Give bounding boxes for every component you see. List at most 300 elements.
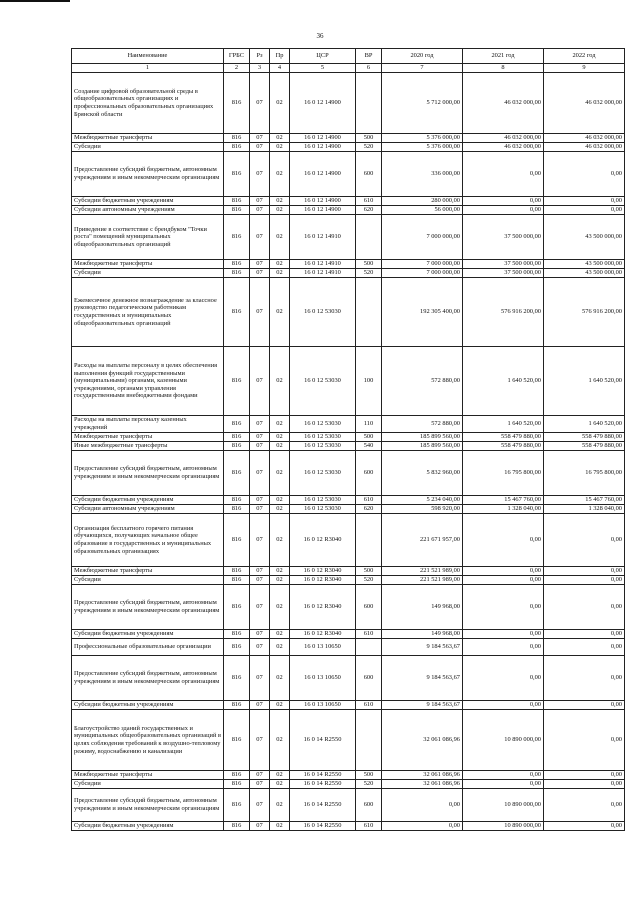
row-csr-cell: 16 0 14 R2550: [290, 710, 356, 771]
row-grbs-cell: 816: [224, 442, 250, 451]
row-grbs-cell: 816: [224, 143, 250, 152]
row-grbs-cell: 816: [224, 347, 250, 416]
table-row: [72, 416, 625, 433]
row-2022-cell: 576 916 200,00: [544, 278, 625, 347]
row-pr-cell: 02: [270, 433, 290, 442]
row-2020-cell: 7 000 000,00: [382, 260, 463, 269]
row-csr-cell: 16 0 12 53030: [290, 433, 356, 442]
row-csr-cell: 16 0 12 53030: [290, 347, 356, 416]
row-2021-cell: 37 500 000,00: [463, 260, 544, 269]
row-csr-cell: 16 0 12 R3040: [290, 567, 356, 576]
row-name-cell: Предоставление субсидий бюджетным, автономным учреждениям и иным некоммерческим организациям: [72, 656, 224, 701]
row-csr-cell: 16 0 13 10650: [290, 656, 356, 701]
row-pr-cell: 02: [270, 710, 290, 771]
row-rz-cell: 07: [250, 710, 270, 771]
row-vr-cell: [356, 514, 382, 567]
row-grbs-cell: 816: [224, 215, 250, 260]
row-vr-cell: 500: [356, 433, 382, 442]
row-rz-cell: 07: [250, 496, 270, 505]
row-2021-cell: 46 032 000,00: [463, 73, 544, 134]
table-row: [72, 442, 625, 451]
row-vr-cell: 500: [356, 771, 382, 780]
row-2022-cell: 0,00: [544, 585, 625, 630]
row-name-cell: Субсидии: [72, 576, 224, 585]
row-rz-cell: 07: [250, 347, 270, 416]
row-pr-cell: 02: [270, 134, 290, 143]
row-vr-cell: 520: [356, 143, 382, 152]
row-2020-cell: 32 061 086,96: [382, 780, 463, 789]
row-rz-cell: 07: [250, 630, 270, 639]
index-cell: 3: [250, 64, 270, 73]
row-vr-cell: 100: [356, 347, 382, 416]
row-2022-cell: 1 328 040,00: [544, 505, 625, 514]
row-pr-cell: 02: [270, 206, 290, 215]
row-csr-cell: 16 0 14 R2550: [290, 780, 356, 789]
table-row: [72, 639, 625, 656]
row-2021-cell: 558 479 880,00: [463, 433, 544, 442]
row-pr-cell: 02: [270, 260, 290, 269]
row-2020-cell: 185 899 560,00: [382, 433, 463, 442]
row-vr-cell: 520: [356, 576, 382, 585]
row-rz-cell: 07: [250, 789, 270, 822]
row-name-cell: Предоставление субсидий бюджетным, автономным учреждениям и иным некоммерческим организациям: [72, 585, 224, 630]
index-cell: 5: [290, 64, 356, 73]
row-name-cell: Межбюджетные трансферты: [72, 433, 224, 442]
row-name-cell: Предоставление субсидий бюджетным, автономным учреждениям и иным некоммерческим организациям: [72, 152, 224, 197]
row-name-cell: Субсидии автономным учреждениям: [72, 505, 224, 514]
row-2021-cell: 0,00: [463, 567, 544, 576]
row-2020-cell: 0,00: [382, 822, 463, 831]
table-header-row: [72, 49, 625, 64]
row-name-cell: Профессиональные образовательные организации: [72, 639, 224, 656]
table-row: [72, 780, 625, 789]
row-vr-cell: 600: [356, 789, 382, 822]
row-2022-cell: 0,00: [544, 630, 625, 639]
index-cell: 7: [382, 64, 463, 73]
row-2021-cell: 1 640 520,00: [463, 416, 544, 433]
row-2021-cell: 37 500 000,00: [463, 215, 544, 260]
row-grbs-cell: 816: [224, 656, 250, 701]
table-row: [72, 197, 625, 206]
row-pr-cell: 02: [270, 771, 290, 780]
row-csr-cell: 16 0 12 14900: [290, 206, 356, 215]
row-rz-cell: 07: [250, 822, 270, 831]
row-rz-cell: 07: [250, 576, 270, 585]
row-vr-cell: [356, 73, 382, 134]
row-csr-cell: 16 0 14 R2550: [290, 789, 356, 822]
row-csr-cell: 16 0 12 53030: [290, 416, 356, 433]
row-pr-cell: 02: [270, 143, 290, 152]
row-rz-cell: 07: [250, 416, 270, 433]
row-rz-cell: 07: [250, 152, 270, 197]
row-vr-cell: 500: [356, 260, 382, 269]
table-row: [72, 496, 625, 505]
row-grbs-cell: 816: [224, 701, 250, 710]
row-grbs-cell: 816: [224, 710, 250, 771]
row-rz-cell: 07: [250, 585, 270, 630]
row-grbs-cell: 816: [224, 630, 250, 639]
row-2021-cell: 0,00: [463, 656, 544, 701]
table-row: [72, 134, 625, 143]
row-name-cell: Субсидии: [72, 269, 224, 278]
row-rz-cell: 07: [250, 143, 270, 152]
row-vr-cell: 600: [356, 585, 382, 630]
row-rz-cell: 07: [250, 433, 270, 442]
row-2022-cell: 558 479 880,00: [544, 433, 625, 442]
index-cell: 6: [356, 64, 382, 73]
row-csr-cell: 16 0 12 R3040: [290, 576, 356, 585]
row-csr-cell: 16 0 12 14900: [290, 197, 356, 206]
row-grbs-cell: 816: [224, 505, 250, 514]
row-name-cell: Расходы на выплаты персоналу в целях обеспечения выполнения функций государственными (муниципальными) органами, казенными учреждениями, органами управления государственными внебюджетными фондами: [72, 347, 224, 416]
row-grbs-cell: 816: [224, 206, 250, 215]
row-vr-cell: 520: [356, 269, 382, 278]
header-rz: Рз: [250, 49, 270, 64]
row-csr-cell: 16 0 12 14910: [290, 269, 356, 278]
row-vr-cell: 540: [356, 442, 382, 451]
row-2022-cell: 0,00: [544, 206, 625, 215]
row-2020-cell: 185 899 560,00: [382, 442, 463, 451]
row-2021-cell: 46 032 000,00: [463, 143, 544, 152]
row-2020-cell: 9 184 563,67: [382, 656, 463, 701]
row-2020-cell: 572 880,00: [382, 347, 463, 416]
row-2020-cell: 56 000,00: [382, 206, 463, 215]
row-grbs-cell: 816: [224, 639, 250, 656]
row-grbs-cell: 816: [224, 585, 250, 630]
row-csr-cell: 16 0 12 53030: [290, 278, 356, 347]
row-pr-cell: 02: [270, 576, 290, 585]
row-csr-cell: 16 0 12 53030: [290, 442, 356, 451]
row-2022-cell: 46 032 000,00: [544, 134, 625, 143]
row-pr-cell: 02: [270, 347, 290, 416]
row-name-cell: Благоустройство зданий государственных и муниципальных общеобразовательных организаций в целях соблюдения требований к воздушно-тепловому режиму, водоснабжению и канализации: [72, 710, 224, 771]
header-2022: 2022 год: [544, 49, 625, 64]
row-2022-cell: 0,00: [544, 152, 625, 197]
row-2022-cell: 0,00: [544, 514, 625, 567]
row-2022-cell: 43 500 000,00: [544, 269, 625, 278]
row-vr-cell: 110: [356, 416, 382, 433]
row-vr-cell: [356, 215, 382, 260]
row-2020-cell: 7 000 000,00: [382, 215, 463, 260]
row-vr-cell: 500: [356, 567, 382, 576]
table-row: [72, 710, 625, 771]
row-2021-cell: 1 640 520,00: [463, 347, 544, 416]
table-row: [72, 143, 625, 152]
row-pr-cell: 02: [270, 656, 290, 701]
row-rz-cell: 07: [250, 269, 270, 278]
row-name-cell: Ежемесячное денежное вознаграждение за классное руководство педагогическим работникам государственных и муниципальных общеобразовательных организаций: [72, 278, 224, 347]
row-2020-cell: 280 000,00: [382, 197, 463, 206]
index-cell: 8: [463, 64, 544, 73]
row-csr-cell: 16 0 12 14910: [290, 215, 356, 260]
row-grbs-cell: 816: [224, 514, 250, 567]
table-row: [72, 701, 625, 710]
row-csr-cell: 16 0 14 R2550: [290, 771, 356, 780]
row-grbs-cell: 816: [224, 567, 250, 576]
row-2020-cell: 192 305 400,00: [382, 278, 463, 347]
row-vr-cell: [356, 639, 382, 656]
row-name-cell: Субсидии бюджетным учреждениям: [72, 496, 224, 505]
row-name-cell: Межбюджетные трансферты: [72, 771, 224, 780]
table-row: [72, 576, 625, 585]
header-2021: 2021 год: [463, 49, 544, 64]
table-row: [72, 73, 625, 134]
row-grbs-cell: 816: [224, 771, 250, 780]
row-vr-cell: [356, 710, 382, 771]
row-2020-cell: 149 968,00: [382, 585, 463, 630]
row-pr-cell: 02: [270, 585, 290, 630]
row-2021-cell: 0,00: [463, 585, 544, 630]
row-2022-cell: 0,00: [544, 771, 625, 780]
row-2022-cell: 558 479 880,00: [544, 442, 625, 451]
row-rz-cell: 07: [250, 780, 270, 789]
row-2021-cell: 10 890 000,00: [463, 822, 544, 831]
row-2020-cell: 149 968,00: [382, 630, 463, 639]
row-grbs-cell: 816: [224, 433, 250, 442]
row-grbs-cell: 816: [224, 496, 250, 505]
row-pr-cell: 02: [270, 416, 290, 433]
table-row: [72, 260, 625, 269]
row-grbs-cell: 816: [224, 822, 250, 831]
row-vr-cell: 600: [356, 152, 382, 197]
row-rz-cell: 07: [250, 505, 270, 514]
row-rz-cell: 07: [250, 197, 270, 206]
row-2020-cell: 221 521 989,00: [382, 567, 463, 576]
row-rz-cell: 07: [250, 656, 270, 701]
row-vr-cell: 610: [356, 822, 382, 831]
row-vr-cell: 500: [356, 134, 382, 143]
row-grbs-cell: 816: [224, 152, 250, 197]
row-rz-cell: 07: [250, 567, 270, 576]
row-grbs-cell: 816: [224, 789, 250, 822]
row-pr-cell: 02: [270, 789, 290, 822]
row-name-cell: Субсидии бюджетным учреждениям: [72, 701, 224, 710]
row-2021-cell: 37 500 000,00: [463, 269, 544, 278]
row-2020-cell: 32 061 086,96: [382, 710, 463, 771]
table-row: [72, 215, 625, 260]
row-pr-cell: 02: [270, 780, 290, 789]
row-pr-cell: 02: [270, 701, 290, 710]
row-2020-cell: 336 000,00: [382, 152, 463, 197]
table-row: [72, 278, 625, 347]
row-rz-cell: 07: [250, 701, 270, 710]
row-2022-cell: 0,00: [544, 639, 625, 656]
row-2021-cell: 0,00: [463, 576, 544, 585]
row-2022-cell: 0,00: [544, 197, 625, 206]
row-2020-cell: 5 832 960,00: [382, 451, 463, 496]
row-name-cell: Субсидии автономным учреждениям: [72, 206, 224, 215]
table-row: [72, 630, 625, 639]
row-pr-cell: 02: [270, 514, 290, 567]
row-pr-cell: 02: [270, 639, 290, 656]
row-grbs-cell: 816: [224, 260, 250, 269]
row-2021-cell: 10 890 000,00: [463, 710, 544, 771]
top-rule: [0, 0, 70, 2]
row-2021-cell: 0,00: [463, 639, 544, 656]
row-rz-cell: 07: [250, 514, 270, 567]
row-2021-cell: 10 890 000,00: [463, 789, 544, 822]
row-vr-cell: 520: [356, 780, 382, 789]
row-2022-cell: 0,00: [544, 576, 625, 585]
row-pr-cell: 02: [270, 73, 290, 134]
row-name-cell: Организация бесплатного горячего питания обучающихся, получающих начальное общее образование в государственных и муниципальных образовательных организациях: [72, 514, 224, 567]
row-2021-cell: 0,00: [463, 630, 544, 639]
row-rz-cell: 07: [250, 134, 270, 143]
row-2021-cell: 0,00: [463, 780, 544, 789]
row-vr-cell: 610: [356, 701, 382, 710]
row-pr-cell: 02: [270, 451, 290, 496]
row-2020-cell: 5 712 000,00: [382, 73, 463, 134]
row-pr-cell: 02: [270, 269, 290, 278]
page-number: 36: [316, 32, 324, 40]
row-name-cell: Межбюджетные трансферты: [72, 260, 224, 269]
row-2021-cell: 15 467 760,00: [463, 496, 544, 505]
table-row: [72, 505, 625, 514]
header-name: Наименование: [72, 49, 224, 64]
table-row: [72, 206, 625, 215]
row-2022-cell: 0,00: [544, 710, 625, 771]
row-rz-cell: 07: [250, 215, 270, 260]
header-vr: ВР: [356, 49, 382, 64]
row-name-cell: Субсидии бюджетным учреждениям: [72, 197, 224, 206]
row-2022-cell: 0,00: [544, 789, 625, 822]
row-pr-cell: 02: [270, 442, 290, 451]
row-csr-cell: 16 0 12 R3040: [290, 514, 356, 567]
row-name-cell: Межбюджетные трансферты: [72, 134, 224, 143]
row-2021-cell: 16 795 800,00: [463, 451, 544, 496]
header-csr: ЦСР: [290, 49, 356, 64]
row-2020-cell: 9 184 563,67: [382, 701, 463, 710]
header-pr: Пр: [270, 49, 290, 64]
row-2022-cell: 0,00: [544, 780, 625, 789]
row-2022-cell: 1 640 520,00: [544, 347, 625, 416]
table-row: [72, 347, 625, 416]
row-2021-cell: 0,00: [463, 514, 544, 567]
row-2022-cell: 0,00: [544, 656, 625, 701]
row-vr-cell: 610: [356, 197, 382, 206]
row-csr-cell: 16 0 13 10650: [290, 701, 356, 710]
row-2020-cell: 0,00: [382, 789, 463, 822]
row-2020-cell: 5 376 000,00: [382, 134, 463, 143]
table-row: [72, 656, 625, 701]
row-2020-cell: 598 920,00: [382, 505, 463, 514]
row-2022-cell: 0,00: [544, 567, 625, 576]
table-row: [72, 567, 625, 576]
table-row: [72, 771, 625, 780]
row-vr-cell: 620: [356, 206, 382, 215]
row-2021-cell: 1 328 040,00: [463, 505, 544, 514]
row-pr-cell: 02: [270, 215, 290, 260]
row-csr-cell: 16 0 12 14900: [290, 73, 356, 134]
row-2021-cell: 558 479 880,00: [463, 442, 544, 451]
table-row: [72, 514, 625, 567]
row-2022-cell: 46 032 000,00: [544, 143, 625, 152]
row-name-cell: Субсидии: [72, 780, 224, 789]
row-csr-cell: 16 0 12 53030: [290, 451, 356, 496]
row-2021-cell: 0,00: [463, 206, 544, 215]
table-row: [72, 451, 625, 496]
row-2020-cell: 5 376 000,00: [382, 143, 463, 152]
index-cell: 2: [224, 64, 250, 73]
row-csr-cell: 16 0 12 R3040: [290, 630, 356, 639]
row-2020-cell: 221 671 957,00: [382, 514, 463, 567]
row-grbs-cell: 816: [224, 134, 250, 143]
row-2020-cell: 7 000 000,00: [382, 269, 463, 278]
row-csr-cell: 16 0 12 14900: [290, 134, 356, 143]
row-rz-cell: 07: [250, 639, 270, 656]
row-rz-cell: 07: [250, 73, 270, 134]
column-index-row: [72, 64, 625, 73]
row-name-cell: Создание цифровой образовательной среды в общеобразовательных организациях и профессиональных образовательных организациях Брянской области: [72, 73, 224, 134]
row-vr-cell: 600: [356, 451, 382, 496]
row-2020-cell: 572 880,00: [382, 416, 463, 433]
row-2022-cell: 0,00: [544, 822, 625, 831]
row-2021-cell: 576 916 200,00: [463, 278, 544, 347]
row-csr-cell: 16 0 12 53030: [290, 505, 356, 514]
table-row: [72, 789, 625, 822]
row-grbs-cell: 816: [224, 576, 250, 585]
row-csr-cell: 16 0 12 14900: [290, 143, 356, 152]
row-csr-cell: 16 0 12 14900: [290, 152, 356, 197]
row-pr-cell: 02: [270, 496, 290, 505]
row-rz-cell: 07: [250, 451, 270, 496]
row-name-cell: Предоставление субсидий бюджетным, автономным учреждениям и иным некоммерческим организациям: [72, 789, 224, 822]
row-2020-cell: 9 184 563,67: [382, 639, 463, 656]
row-rz-cell: 07: [250, 278, 270, 347]
row-csr-cell: 16 0 12 14910: [290, 260, 356, 269]
row-2022-cell: 43 500 000,00: [544, 260, 625, 269]
row-2022-cell: 16 795 800,00: [544, 451, 625, 496]
header-2020: 2020 год: [382, 49, 463, 64]
row-vr-cell: 620: [356, 505, 382, 514]
row-grbs-cell: 816: [224, 197, 250, 206]
table-row: [72, 152, 625, 197]
row-pr-cell: 02: [270, 630, 290, 639]
row-vr-cell: 610: [356, 630, 382, 639]
row-2020-cell: 5 234 040,00: [382, 496, 463, 505]
row-name-cell: Субсидии: [72, 143, 224, 152]
row-2022-cell: 43 500 000,00: [544, 215, 625, 260]
row-2022-cell: 0,00: [544, 701, 625, 710]
index-cell: 4: [270, 64, 290, 73]
row-2021-cell: 0,00: [463, 771, 544, 780]
row-csr-cell: 16 0 13 10650: [290, 639, 356, 656]
row-2021-cell: 0,00: [463, 701, 544, 710]
row-name-cell: Субсидии бюджетным учреждениям: [72, 822, 224, 831]
row-grbs-cell: 816: [224, 416, 250, 433]
row-csr-cell: 16 0 14 R2550: [290, 822, 356, 831]
row-vr-cell: 600: [356, 656, 382, 701]
row-pr-cell: 02: [270, 152, 290, 197]
header-grbs: ГРБС: [224, 49, 250, 64]
row-name-cell: Субсидии бюджетным учреждениям: [72, 630, 224, 639]
table-row: [72, 269, 625, 278]
row-pr-cell: 02: [270, 278, 290, 347]
row-pr-cell: 02: [270, 505, 290, 514]
row-grbs-cell: 816: [224, 278, 250, 347]
table-row: [72, 822, 625, 831]
row-grbs-cell: 816: [224, 73, 250, 134]
row-pr-cell: 02: [270, 822, 290, 831]
row-rz-cell: 07: [250, 771, 270, 780]
row-2022-cell: 46 032 000,00: [544, 73, 625, 134]
row-rz-cell: 07: [250, 206, 270, 215]
row-2020-cell: 32 061 086,96: [382, 771, 463, 780]
row-rz-cell: 07: [250, 442, 270, 451]
index-cell: 9: [544, 64, 625, 73]
budget-table: [71, 48, 625, 831]
row-2021-cell: 0,00: [463, 152, 544, 197]
